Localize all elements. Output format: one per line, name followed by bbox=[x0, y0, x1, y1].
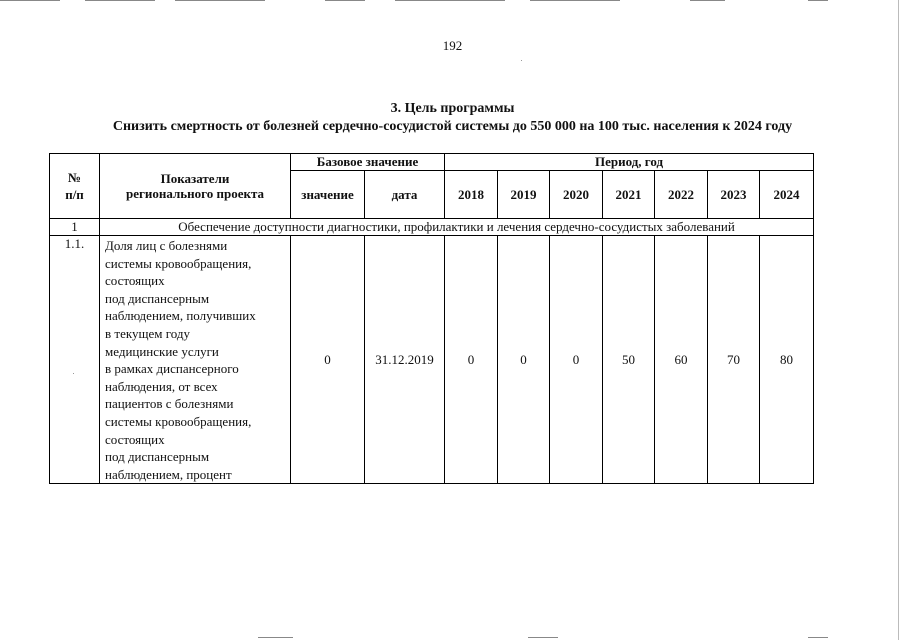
scan-artifact-bottom bbox=[258, 637, 293, 638]
header-year: 2022 bbox=[655, 171, 708, 219]
row-year-value: 80 bbox=[760, 236, 814, 484]
header-base-date: дата bbox=[365, 171, 445, 219]
row-year-value: 0 bbox=[550, 236, 603, 484]
row-indicator: Доля лиц с болезнями системы кровообращения, состоящих под диспансерным наблюдением, получивших в текущем году медицинские услуги в рамках диспансерного наблюдения, от всех пациентов с болезнями системы кровообращения, состоящих под диспансерным наблюдением, процент bbox=[100, 236, 291, 484]
header-year: 2019 bbox=[498, 171, 550, 219]
section-title: 3. Цель программы bbox=[390, 101, 515, 116]
scan-artifact-bottom bbox=[528, 637, 558, 638]
header-num: № п/п bbox=[50, 154, 100, 219]
row-year-value: 50 bbox=[603, 236, 655, 484]
scan-artifact-bottom bbox=[808, 637, 828, 638]
scan-artifact-top bbox=[395, 0, 505, 1]
row-num: 1.1. bbox=[50, 236, 100, 484]
header-indicator: Показатели регионального проекта bbox=[100, 154, 291, 219]
table-row bbox=[50, 236, 814, 484]
indicators-table bbox=[49, 153, 814, 484]
scan-artifact-top bbox=[530, 0, 620, 1]
section-num: 1 bbox=[50, 219, 100, 236]
header-base-group: Базовое значение bbox=[291, 154, 445, 171]
row-year-value: 0 bbox=[445, 236, 498, 484]
row-base-value: 0 bbox=[291, 236, 365, 484]
scan-artifact-top bbox=[175, 0, 265, 1]
scan-artifact-top bbox=[325, 0, 365, 1]
header-year: 2023 bbox=[708, 171, 760, 219]
page-number: 192 bbox=[442, 38, 463, 53]
program-goal: Снизить смертность от болезней сердечно-сосудистой системы до 550 000 на 100 тыс. населения к 2024 году bbox=[112, 119, 793, 134]
header-year: 2021 bbox=[603, 171, 655, 219]
header-year: 2018 bbox=[445, 171, 498, 219]
scan-artifact-top bbox=[85, 0, 155, 1]
section-label: Обеспечение доступности диагностики, профилактики и лечения сердечно-сосудистых заболеваний bbox=[100, 219, 814, 236]
scan-artifact-top bbox=[690, 0, 725, 1]
row-base-date: 31.12.2019 bbox=[365, 236, 445, 484]
row-year-value: 60 bbox=[655, 236, 708, 484]
header-year: 2024 bbox=[760, 171, 814, 219]
row-year-value: 0 bbox=[498, 236, 550, 484]
scan-artifact-top bbox=[0, 0, 60, 1]
scan-speck bbox=[521, 60, 522, 61]
row-year-value: 70 bbox=[708, 236, 760, 484]
scan-artifact-top bbox=[808, 0, 828, 1]
scan-artifact-right bbox=[898, 0, 899, 640]
header-period-group: Период, год bbox=[445, 154, 814, 171]
table-section-row bbox=[50, 219, 814, 236]
header-year: 2020 bbox=[550, 171, 603, 219]
header-base-value: значение bbox=[291, 171, 365, 219]
